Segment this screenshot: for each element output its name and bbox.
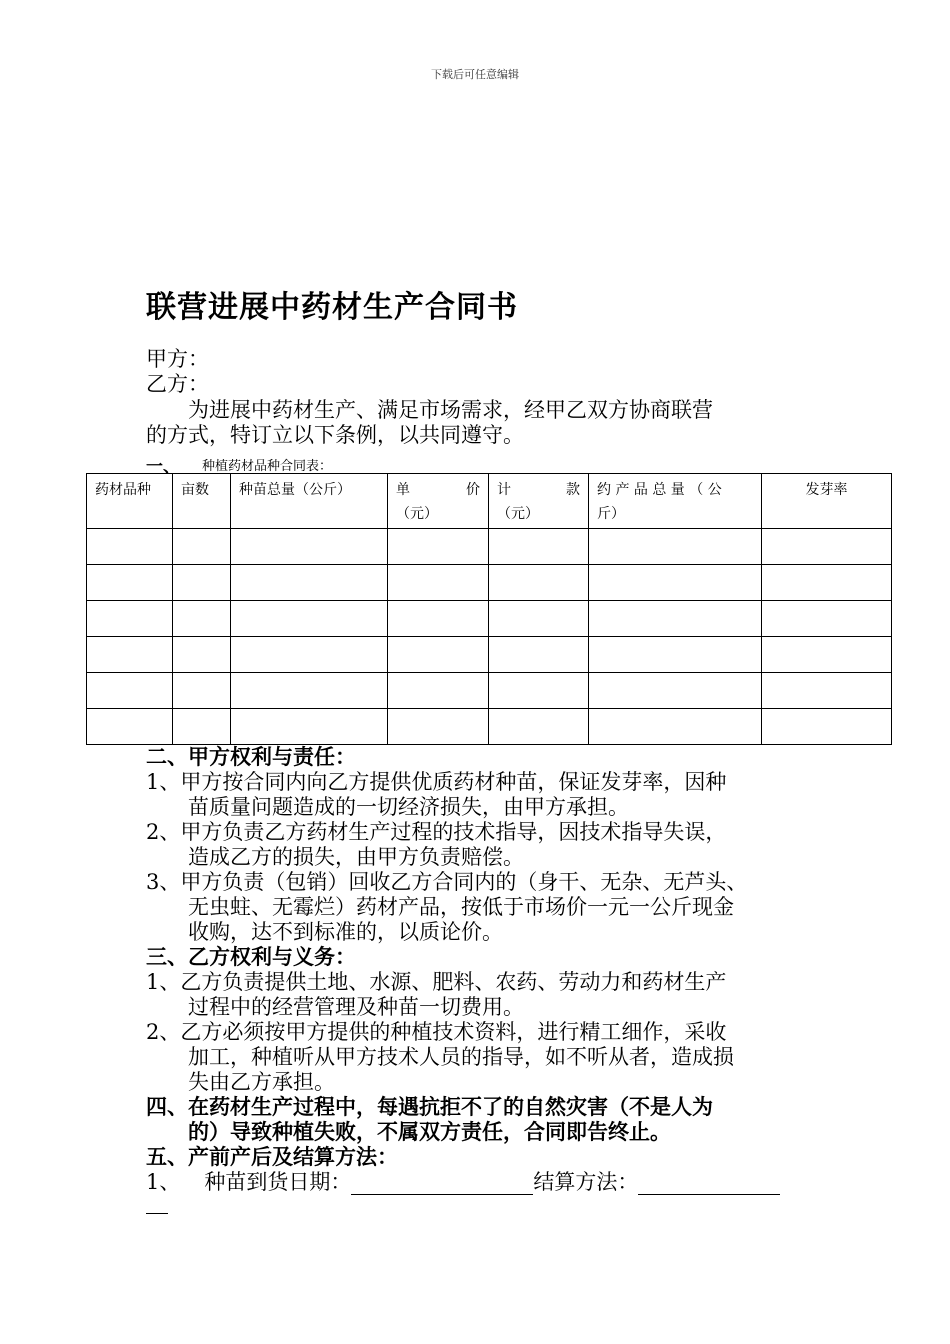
header-estimated-output-b: 斤） <box>597 506 625 522</box>
table-cell[interactable] <box>173 673 231 709</box>
table-cell[interactable] <box>87 601 173 637</box>
table-header-row <box>87 474 892 529</box>
header-unit-price <box>388 474 489 529</box>
table-cell[interactable] <box>173 601 231 637</box>
table-cell[interactable] <box>388 673 489 709</box>
table-cell[interactable] <box>87 565 173 601</box>
table-cell[interactable] <box>589 529 762 565</box>
table-cell[interactable] <box>489 565 589 601</box>
section4-line: 的）导致种植失败，不属双方责任，合同即告终止。 <box>146 1120 671 1144</box>
table-cell[interactable] <box>388 709 489 745</box>
header-germination-rate: 发芽率 <box>762 474 892 529</box>
section1-caption: 种植药材品种合同表： <box>202 459 333 474</box>
header-note: 下载后可任意编辑 <box>431 68 519 81</box>
header-amount-a: 计 <box>497 482 511 498</box>
section2-line: 1、甲方按合同内向乙方提供优质药材种苗，保证发芽率，因种 <box>146 770 727 794</box>
header-amount <box>489 474 589 529</box>
table-cell[interactable] <box>388 637 489 673</box>
section3-line: 1、乙方负责提供土地、水源、肥料、农药、劳动力和药材生产 <box>146 970 727 994</box>
party-b-label: 乙方： <box>146 372 209 396</box>
table-cell[interactable] <box>489 673 589 709</box>
section2-heading: 二、甲方权利与责任： <box>146 745 356 769</box>
intro-line-1: 为进展中药材生产、满足市场需求，经甲乙双方协商联营 <box>146 398 713 422</box>
header-unit-price-b: 价 <box>466 482 480 498</box>
settlement-method-label: 结算方法： <box>533 1170 639 1194</box>
table-cell[interactable] <box>231 637 388 673</box>
table-row <box>87 601 892 637</box>
section2-line: 苗质量问题造成的一切经济损失，由甲方承担。 <box>146 795 629 819</box>
table-cell[interactable] <box>87 637 173 673</box>
section3-line: 2、乙方必须按甲方提供的种植技术资料，进行精工细作，采收 <box>146 1020 727 1044</box>
section5-item1 <box>146 1170 780 1195</box>
table-cell[interactable] <box>388 565 489 601</box>
table-cell[interactable] <box>231 673 388 709</box>
table-cell[interactable] <box>231 709 388 745</box>
section1-number: 一、 <box>146 457 180 477</box>
table-cell[interactable] <box>762 565 892 601</box>
section3-line: 过程中的经营管理及种苗一切费用。 <box>146 995 524 1019</box>
table-cell[interactable] <box>762 709 892 745</box>
table-body <box>87 529 892 745</box>
table-cell[interactable] <box>762 673 892 709</box>
table-cell[interactable] <box>231 529 388 565</box>
section5-heading: 五、产前产后及结算方法： <box>146 1145 398 1169</box>
table-cell[interactable] <box>589 565 762 601</box>
table-cell[interactable] <box>173 709 231 745</box>
settlement-method-blank-continued[interactable] <box>146 1213 168 1214</box>
table-cell[interactable] <box>388 601 489 637</box>
section2-line: 3、甲方负责（包销）回收乙方合同内的（身干、无杂、无芦头、 <box>146 870 748 894</box>
header-acreage: 亩数 <box>173 474 231 529</box>
table-cell[interactable] <box>87 673 173 709</box>
table-row <box>87 673 892 709</box>
header-amount-b: 款 <box>566 482 580 498</box>
table-row <box>87 565 892 601</box>
table-cell[interactable] <box>231 565 388 601</box>
header-seedling-total: 种苗总量（公斤） <box>231 474 388 529</box>
table-cell[interactable] <box>173 529 231 565</box>
table-cell[interactable] <box>87 529 173 565</box>
table-row <box>87 637 892 673</box>
section3-line: 失由乙方承担。 <box>146 1070 335 1094</box>
table-cell[interactable] <box>762 637 892 673</box>
header-estimated-output <box>589 474 762 529</box>
section2-line: 2、甲方负责乙方药材生产过程的技术指导，因技术指导失误， <box>146 820 727 844</box>
header-estimated-output-a: 约 产 品 总 量 （ 公 <box>597 482 722 498</box>
section2-line: 造成乙方的损失，由甲方负责赔偿。 <box>146 845 524 869</box>
intro-line-2: 的方式，特订立以下条例，以共同遵守。 <box>146 423 524 447</box>
table-cell[interactable] <box>489 529 589 565</box>
table-cell[interactable] <box>589 673 762 709</box>
table-row <box>87 709 892 745</box>
section5-item1-number: 1、 <box>146 1170 181 1194</box>
header-variety: 药材品种 <box>87 474 173 529</box>
document-title: 联营进展中药材生产合同书 <box>146 290 518 325</box>
table-cell[interactable] <box>231 601 388 637</box>
seedling-arrival-date-blank[interactable] <box>351 1176 533 1195</box>
table-cell[interactable] <box>589 637 762 673</box>
table-cell[interactable] <box>388 529 489 565</box>
header-unit-price-unit: （元） <box>396 506 438 522</box>
party-a-label: 甲方： <box>146 347 209 371</box>
planting-contract-table <box>86 473 892 745</box>
section2-line: 无虫蛀、无霉烂）药材产品，按低于市场价一元一公斤现金 <box>146 895 734 919</box>
table-cell[interactable] <box>489 601 589 637</box>
table-cell[interactable] <box>173 637 231 673</box>
table-cell[interactable] <box>87 709 173 745</box>
header-unit-price-a: 单 <box>396 482 410 498</box>
seedling-arrival-date-label: 种苗到货日期： <box>204 1170 352 1194</box>
section3-line: 加工，种植听从甲方技术人员的指导，如不听从者，造成损 <box>146 1045 734 1069</box>
settlement-method-blank[interactable] <box>638 1176 780 1195</box>
header-amount-unit: （元） <box>497 506 539 522</box>
table-cell[interactable] <box>762 529 892 565</box>
table-cell[interactable] <box>589 601 762 637</box>
table-cell[interactable] <box>173 565 231 601</box>
table-cell[interactable] <box>489 709 589 745</box>
section4-line: 四、在药材生产过程中，每遇抗拒不了的自然灾害（不是人为 <box>146 1095 713 1119</box>
section2-line: 收购，达不到标准的，以质论价。 <box>146 920 503 944</box>
table-cell[interactable] <box>589 709 762 745</box>
table-cell[interactable] <box>489 637 589 673</box>
table-row <box>87 529 892 565</box>
section3-heading: 三、乙方权利与义务： <box>146 945 356 969</box>
table-cell[interactable] <box>762 601 892 637</box>
